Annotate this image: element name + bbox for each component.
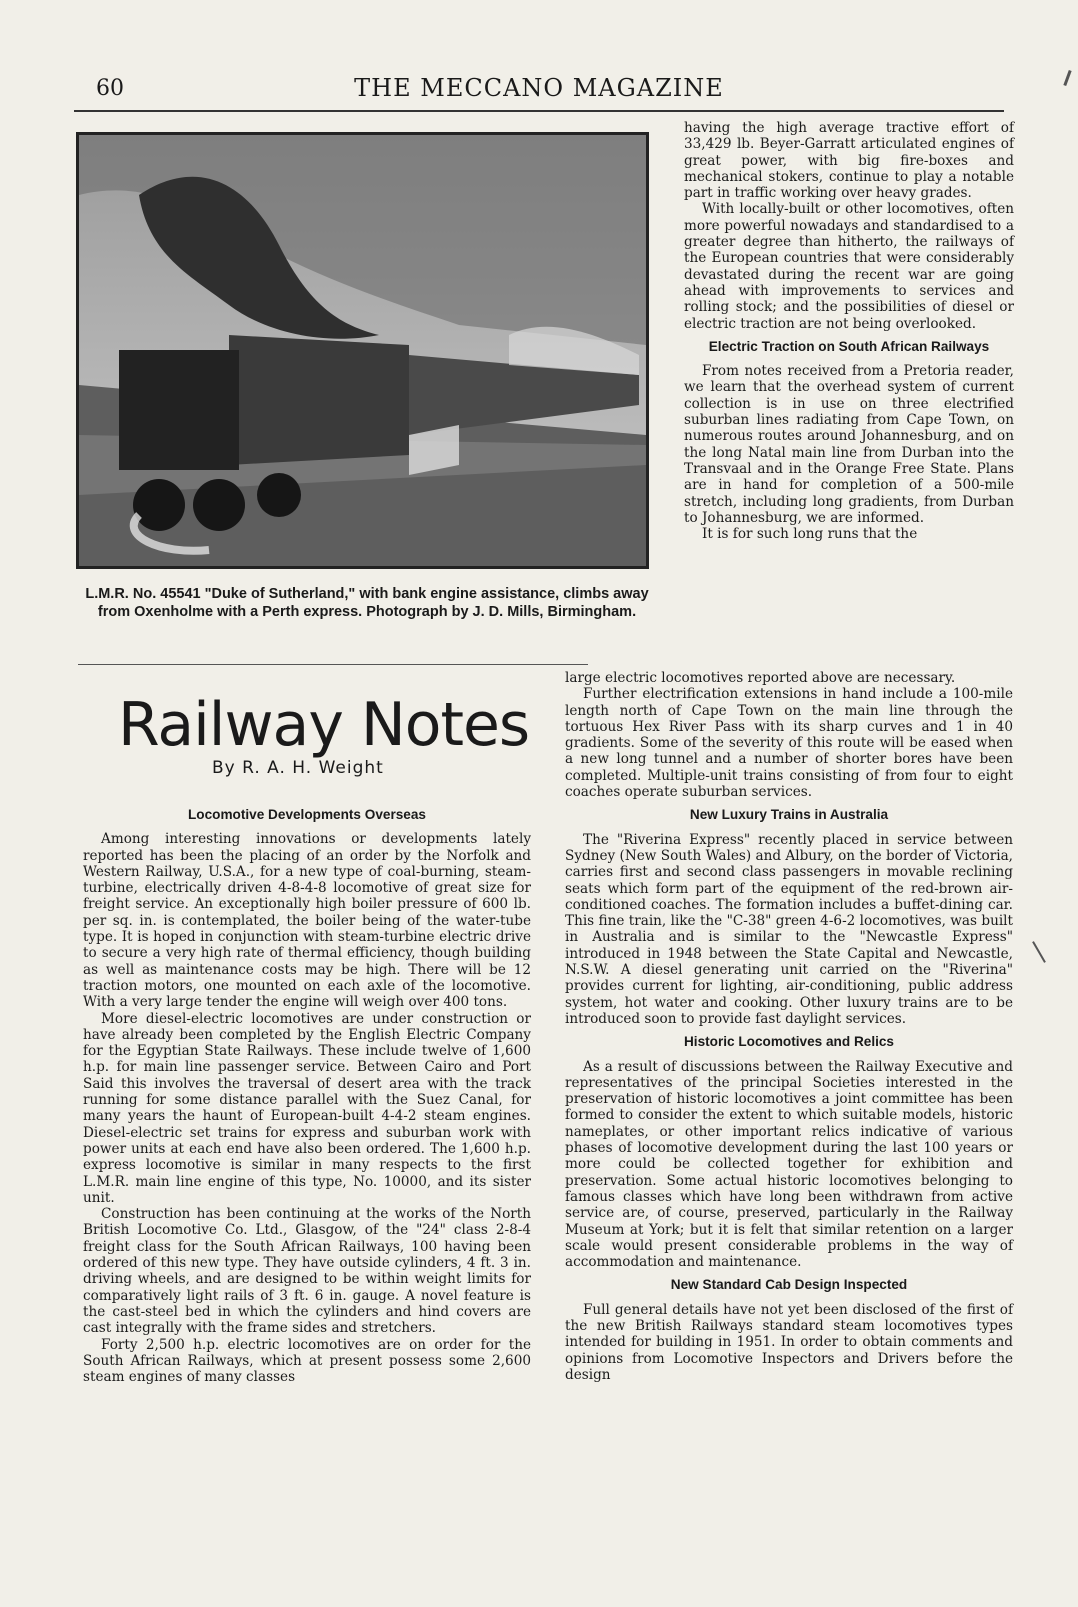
- right-column-bottom: [565, 670, 1013, 1383]
- paragraph: Full general details have not yet been disclosed of the first of the new British Railways standard steam locomotives types intended for building in 1951. In order to obtain comments and opinions from Locomotive Inspectors and Drivers before the design: [565, 1301, 1013, 1383]
- paragraph: The "Riverina Express" recently placed in service between Sydney (New South Wales) and Albury, on the border of Victoria, carries first and second class passengers in movable reclining seats which form part of the equipment of the red-brown air-conditioned coaches. The formation includes a buffet-dining car. This fine train, like the "C-38" green 4-6-2 locomotives, was built in Australia and is similar to the "Newcastle Express" introduced in 1948 between the State Capital and Newcastle, N.S.W. A diesel generating unit carried on the "Riverina" provides current for lighting, air-conditioning, public address system, hot water and cooking. Other luxury trains are to be introduced soon to provide fast daylight services.: [565, 831, 1013, 1027]
- section-heading: New Luxury Trains in Australia: [689, 807, 889, 823]
- article-byline: By R. A. H. Weight: [212, 758, 384, 778]
- section-heading: New Standard Cab Design Inspected: [670, 1277, 908, 1293]
- right-column-top: [684, 120, 1014, 542]
- paragraph: As a result of discussions between the Railway Executive and representatives of the principal Societies interested in the preservation of historic locomotives a joint committee has been formed to consider the extent to which suitable models, historic nameplates, or other important relics indicative of various phases of locomotive development during the last 100 years or more could be collected together for exhibition and preservation. Some actual historic locomotives belonging to famous classes which have long been withdrawn from active service are, of course, preserved, particularly in the Railway Museum at York; but it is felt that similar retention on a larger scale would present considerable problems in the way of accommodation and maintenance.: [565, 1058, 1013, 1271]
- left-column: [83, 800, 531, 1385]
- paragraph: More diesel-electric locomotives are under construction or have already been completed by the English Electric Company for the Egyptian State Railways. These include twelve of 1,600 h.p. for main line passenger service. Between Cairo and Port Said this involves the traversal of desert area with the track running for some distance parallel with the Suez Canal, for many years the haunt of European-built 4-4-2 steam engines. Diesel-electric set trains for express and suburban work with power units at each end have also been ordered. The 1,600 h.p. express locomotive is similar in many respects to the first L.M.R. main line engine of this type, No. 10000, and its sister unit.: [83, 1010, 531, 1206]
- paragraph: From notes received from a Pretoria reader, we learn that the overhead system of current collection is in use on three electrified suburban lines radiating from Cape Town, on numerous routes around Johannesburg, and on the long Natal main line from Durban into the Transvaal and in the Orange Free State. Plans are in hand for completion of a 500-mile stretch, including long gradients, from Durban to Johannesburg, we are informed.: [684, 363, 1014, 526]
- article-title: Railway Notes: [118, 690, 530, 760]
- paragraph: Construction has been continuing at the works of the North British Locomotive Co. Ltd., Glasgow, of the "24" class 2-8-4 freight class for the South African Railways, 100 having been ordered of this new type. They have outside cylinders, 4 ft. 3 in. driving wheels, and are designed to be within weight limits for comparatively light rails of 3 ft. 6 in. gauge. A novel feature is the cast-steel bed in which the cylinders and hind covers are cast integrally with the frame sides and stretchers.: [83, 1206, 531, 1337]
- caption-rule: [78, 664, 588, 665]
- section-heading: Locomotive Developments Overseas: [188, 807, 426, 822]
- paragraph: Forty 2,500 h.p. electric locomotives are on order for the South African Railways, which at present possess some 2,600 steam engines of many classes: [83, 1336, 531, 1386]
- magazine-title: THE MECCANO MAGAZINE: [354, 74, 724, 102]
- paragraph: Further electrification extensions in hand include a 100-mile length north of Cape Town on the main line through the tortuous Hex River Pass with its sharp curves and 1 in 40 gradients. Some of the severity of this route will be eased when a new long tunnel and a number of shorter bores have been completed. Multiple-unit trains consisting of from four to eight coaches operate suburban services.: [565, 686, 1013, 801]
- page-number: 60: [96, 76, 124, 101]
- margin-mark: [1032, 941, 1046, 963]
- paragraph: Among interesting innovations or developments lately reported has been the placing of an order by the Norfolk and Western Railway, U.S.A., for a new type of coal-burning, steam-turbine, electrically driven 4-8-4-8 locomotive of great size for freight service. An exceptionally high boiler pressure of 600 lb. per sq. in. is contemplated, the boiler being of the water-tube type. It is hoped in conjunction with steam-turbine electric drive to secure a very high rate of thermal efficiency, though building as well as maintenance costs may be high. There will be 12 traction motors, one mounted on each axle of the locomotive. With a very large tender the engine will weigh over 400 tons.: [83, 831, 531, 1011]
- paragraph: having the high average tractive effort of 33,429 lb. Beyer-Garratt articulated engines of great power, with big fire-boxes and mechanical stokers, continue to play a notable part in traffic working over heavy grades.: [684, 120, 1014, 202]
- locomotive-photograph: [76, 132, 649, 569]
- section-heading: Electric Traction on South African Railways: [708, 338, 990, 354]
- paragraph: With locally-built or other locomotives, often more powerful nowadays and standardised to a greater degree than hitherto, the railways of the European countries that were considerably devastated during the recent war are going ahead with improvements to services and rolling stock; and the possibilities of diesel or electric traction are not being overlooked.: [684, 201, 1014, 332]
- train-image: [79, 135, 646, 566]
- section-heading: Historic Locomotives and Relics: [683, 1034, 894, 1050]
- paragraph: large electric locomotives reported above are necessary.: [565, 670, 956, 686]
- photo-caption: L.M.R. No. 45541 "Duke of Sutherland," with bank engine assistance, climbs away from Oxenholme with a Perth express. Photograph by J. D. Mills, Birmingham.: [85, 586, 649, 620]
- header-rule: [74, 110, 1004, 112]
- paragraph: It is for such long runs that the: [702, 526, 918, 543]
